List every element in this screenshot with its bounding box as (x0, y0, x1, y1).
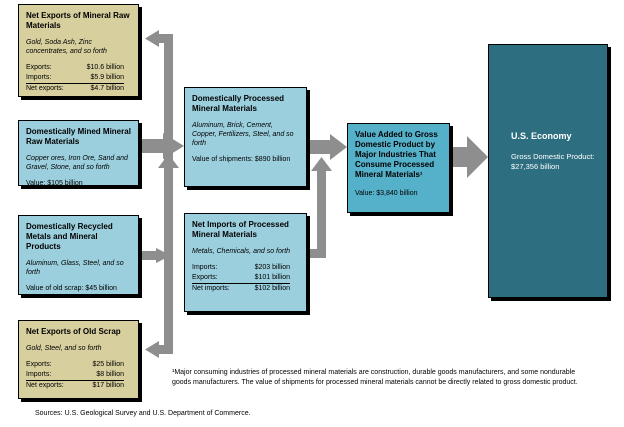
box-domestically-recycled (18, 215, 139, 295)
stat-label: Exports: (26, 64, 52, 71)
box-title: Domestically Recycled Metals and Mineral Products (26, 222, 113, 251)
box-domestically-mined (18, 120, 139, 186)
stat-rows (26, 360, 124, 391)
stat-row (192, 273, 290, 284)
stat-value: $101 billion (254, 274, 290, 281)
box-title: U.S. Economy (511, 131, 572, 141)
box-us-economy (488, 44, 608, 298)
box-title: Domestically Mined Mineral Raw Materials (26, 127, 131, 146)
stat-value: $102 billion (254, 285, 290, 292)
stat-value: $8 billion (96, 371, 124, 378)
sources-text: Sources: U.S. Geological Survey and U.S. Department of Commerce. (35, 410, 251, 417)
stat-label: Exports: (26, 361, 52, 368)
stat-row (26, 381, 124, 391)
box-value: Value of shipments: $890 billion (192, 156, 291, 163)
arrow-value-added-to-economy (452, 136, 488, 178)
stat-row (192, 263, 290, 273)
box-examples: Aluminum, Brick, Cement, Copper, Fertilizers, Steel, and so forth (192, 122, 294, 147)
arrow-flow-up-merge (158, 154, 179, 168)
stat-row (26, 370, 124, 381)
box-title: Value Added to Gross Domestic Product by Major Industries That Consume Processed Mineral Materials¹ (355, 130, 438, 179)
box-examples: Aluminum, Glass, Steel, and so forth (26, 260, 124, 276)
stat-label: Net exports: (26, 382, 64, 389)
box-domestically-processed (184, 87, 307, 187)
stat-value: $17 billion (92, 382, 124, 389)
arrow-mined-to-processed (140, 133, 184, 159)
stat-value: $25 billion (92, 361, 124, 368)
footnote-text: ¹Major consuming industries of processed mineral materials are construction, durable goods manufacturers, and some nondurable goods manufacturers. The value of shipments for processed mineral materials cannot be directly related to gross domestic product. (172, 369, 578, 386)
box-examples: Gold, Steel, and so forth (26, 345, 102, 352)
stat-row (26, 360, 124, 370)
box-title: Net Exports of Mineral Raw Materials (26, 11, 130, 30)
arrow-net-imports-merge (307, 157, 332, 258)
stat-value: $4.7 billion (90, 85, 124, 92)
box-net-exports-raw-materials (18, 4, 139, 97)
box-subtitle: Gross Domestic Product: $27,356 billion (511, 152, 595, 171)
box-value-added-gdp (347, 123, 450, 213)
stat-rows (26, 63, 124, 94)
stat-label: Net imports: (192, 285, 230, 292)
box-title: Domestically Processed Mineral Materials (192, 94, 285, 113)
stat-value: $203 billion (254, 264, 290, 271)
box-value: Value: $105 billion (26, 180, 83, 187)
stat-label: Exports: (192, 274, 218, 281)
arrow-processed-to-value-added (307, 134, 347, 160)
stat-value: $10.6 billion (86, 64, 124, 71)
box-examples: Metals, Chemicals, and so forth (192, 248, 291, 255)
stat-label: Imports: (26, 74, 52, 81)
box-value: Value of old scrap: $45 billion (26, 285, 117, 292)
box-net-imports-processed (184, 213, 307, 312)
stat-row (192, 284, 290, 294)
stat-rows (192, 263, 290, 294)
stat-row (26, 63, 124, 73)
stat-label: Net exports: (26, 85, 64, 92)
box-title: Net Exports of Old Scrap (26, 327, 121, 336)
box-value: Value: $3,840 billion (355, 190, 418, 197)
box-examples: Copper ores, Iron Ore, Sand and Gravel, Stone, and so forth (26, 155, 128, 171)
box-examples: Gold, Soda Ash, Zinc concentrates, and so forth (26, 39, 107, 55)
box-net-exports-old-scrap (18, 320, 139, 399)
box-title: Net Imports of Processed Mineral Materials (192, 220, 289, 239)
connector-left-vertical (164, 34, 173, 354)
stat-row (26, 73, 124, 84)
stat-label: Imports: (26, 371, 52, 378)
stat-value: $5.9 billion (90, 74, 124, 81)
stat-row (26, 84, 124, 94)
stat-label: Imports: (192, 264, 218, 271)
